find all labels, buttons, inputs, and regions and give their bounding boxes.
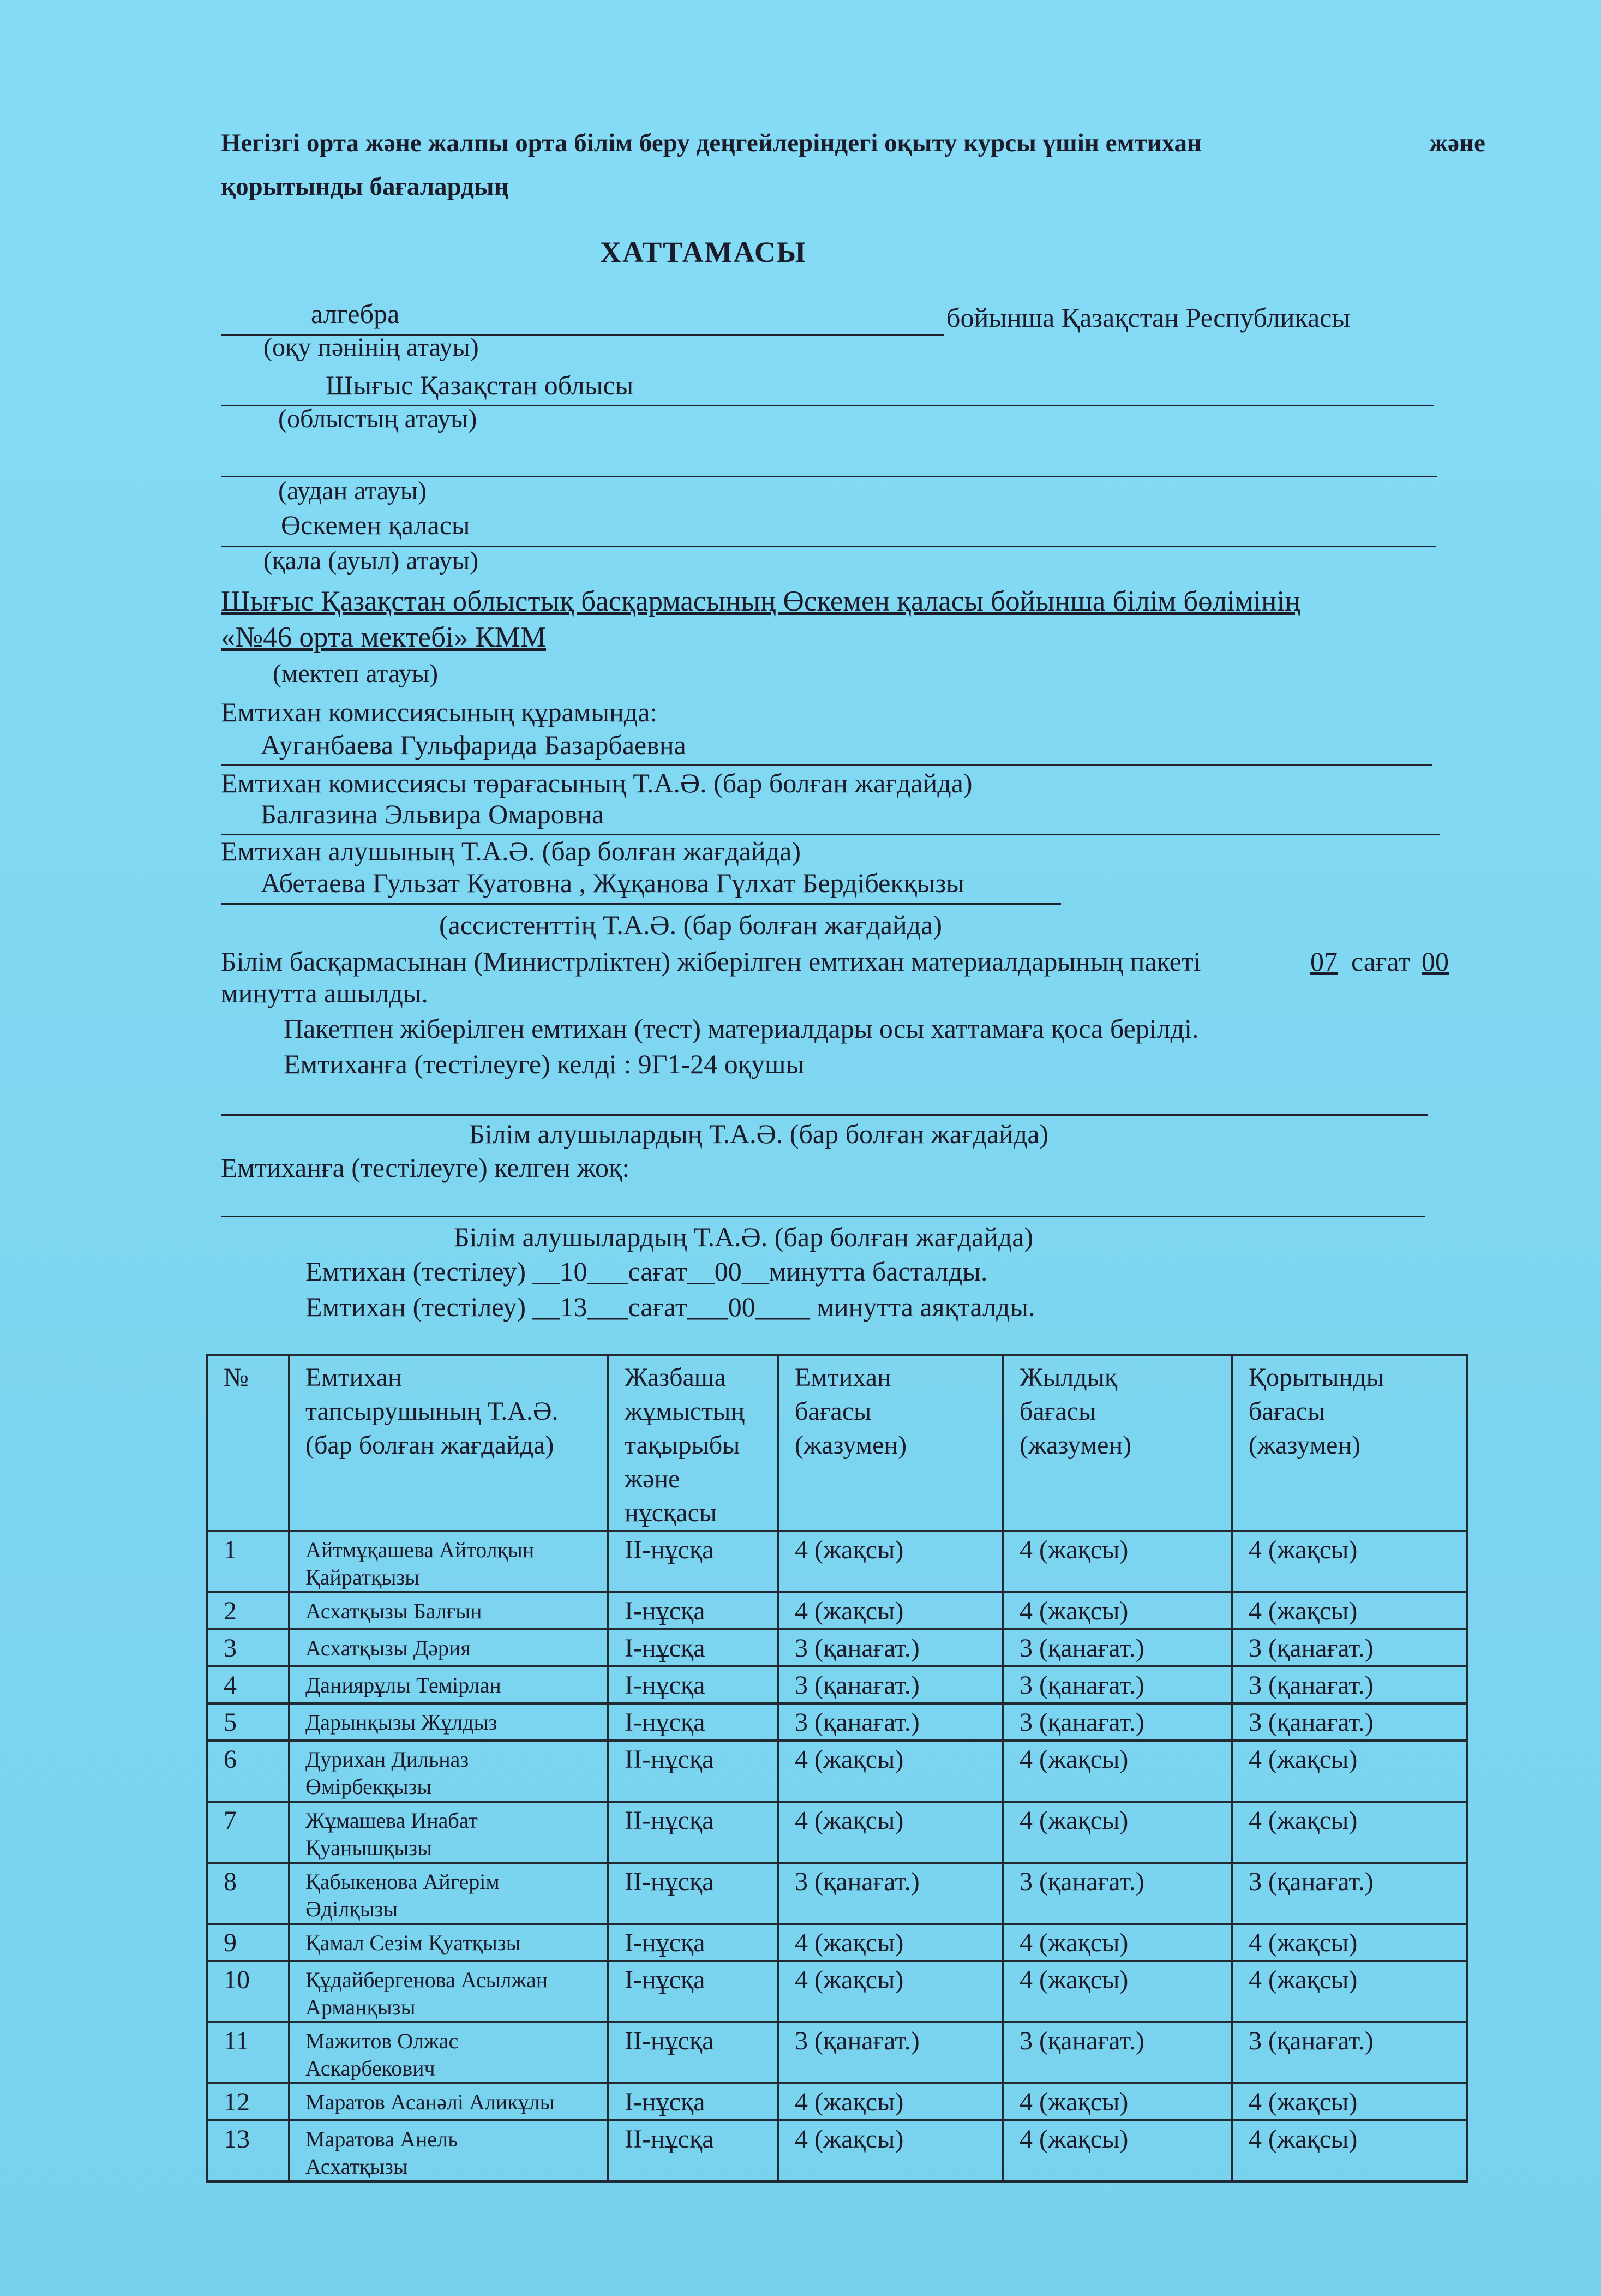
annual-grade-cell: 4 (жақсы)	[1003, 1961, 1232, 2022]
table-row	[207, 1741, 1467, 1802]
annual-grade-cell: 4 (жақсы)	[1003, 1531, 1232, 1592]
table-row	[207, 1703, 1467, 1741]
exam-grade-cell: 4 (жақсы)	[778, 1592, 1003, 1629]
row-number: 5	[207, 1703, 289, 1741]
variant-cell: І-нұсқа	[608, 1703, 778, 1741]
final-grade-cell: 4 (жақсы)	[1232, 1592, 1467, 1629]
row-number: 6	[207, 1741, 289, 1802]
student-name: Айтмұқашева Айтолқын Қайратқызы	[289, 1531, 608, 1592]
variant-cell: І-нұсқа	[608, 1961, 778, 2022]
table-row	[207, 2022, 1467, 2083]
annual-grade-cell: 3 (қанағат.)	[1003, 1703, 1232, 1741]
row-number: 10	[207, 1961, 289, 2022]
annual-grade-cell: 3 (қанағат.)	[1003, 1666, 1232, 1703]
chair-value: Ауганбаева Гульфарида Базарбаевна	[261, 730, 686, 760]
student-name: Мажитов Олжас Аскарбекович	[289, 2022, 608, 2083]
exam-grade-cell: 4 (жақсы)	[778, 2083, 1003, 2120]
document-title: ХАТТАМАСЫ	[600, 236, 807, 268]
table-row	[207, 2083, 1467, 2120]
header-line-2: қорытынды бағалардың	[221, 172, 509, 201]
variant-cell: ІІ-нұсқа	[608, 1531, 778, 1592]
student-name: Асхатқызы Дәрия	[289, 1629, 608, 1666]
final-grade-cell: 3 (қанағат.)	[1232, 1629, 1467, 1666]
arrived-text: Емтиханға (тестілеуге) келді : 9Г1-24 оқушы	[284, 1049, 805, 1079]
school-name-line-2: «№46 орта мектебі» КММ	[221, 621, 547, 653]
table-row	[207, 1592, 1467, 1629]
annual-grade-cell: 3 (қанағат.)	[1003, 1863, 1232, 1924]
final-grade-cell: 4 (жақсы)	[1232, 1531, 1467, 1592]
student-name: Даниярұлы Темірлан	[289, 1666, 608, 1703]
annual-grade-cell: 4 (жақсы)	[1003, 1592, 1232, 1629]
row-number: 11	[207, 2022, 289, 2083]
student-name: Жұмашева Инабат Қуанышқызы	[289, 1802, 608, 1863]
student-name: Дурихан Дильназ Өмірбекқызы	[289, 1741, 608, 1802]
exam-grade-cell: 4 (жақсы)	[778, 2120, 1003, 2181]
header-line-1: Негізгі орта және жалпы орта білім беру деңгейлеріндегі оқыту курсы үшін емтихан	[221, 129, 1202, 157]
variant-cell: І-нұсқа	[608, 1592, 778, 1629]
student-name: Қамал Сезім Қуатқызы	[289, 1924, 608, 1961]
exam-grade-cell: 3 (қанағат.)	[778, 2022, 1003, 2083]
final-grade-cell: 3 (қанағат.)	[1232, 2022, 1467, 2083]
variant-cell: І-нұсқа	[608, 1666, 778, 1703]
final-grade-cell: 3 (қанағат.)	[1232, 1863, 1467, 1924]
final-grade-cell: 4 (жақсы)	[1232, 1924, 1467, 1961]
table-row	[207, 1802, 1467, 1863]
annual-grade-cell: 4 (жақсы)	[1003, 1802, 1232, 1863]
final-grade-cell: 4 (жақсы)	[1232, 1802, 1467, 1863]
header-topic: Жазбаша жұмыстың тақырыбы және нұсқасы	[608, 1355, 778, 1531]
row-number: 12	[207, 2083, 289, 2120]
header-exam-grade: Емтихан бағасы (жазумен)	[778, 1355, 1003, 1531]
header-name: Емтихан тапсырушының Т.А.Ә. (бар болған жағдайда)	[289, 1355, 608, 1531]
header-final-grade: Қорытынды бағасы (жазумен)	[1232, 1355, 1467, 1531]
student-name: Маратова Анель Асхатқызы	[289, 2120, 608, 2181]
final-grade-cell: 4 (жақсы)	[1232, 1961, 1467, 2022]
exam-grade-cell: 4 (жақсы)	[778, 1924, 1003, 1961]
arrived-underline	[221, 1114, 1428, 1116]
exam-grade-cell: 4 (жақсы)	[778, 1961, 1003, 2022]
row-number: 4	[207, 1666, 289, 1703]
table-row	[207, 1924, 1467, 1961]
student-name: Қабыкенова Айгерім Әділқызы	[289, 1863, 608, 1924]
row-number: 13	[207, 2120, 289, 2181]
row-number: 3	[207, 1629, 289, 1666]
assistants-underline	[221, 903, 1061, 905]
students-caption-2: Білім алушылардың Т.А.Ә. (бар болған жағдайда)	[454, 1222, 1034, 1252]
subject-suffix: бойынша Қазақстан Республикасы	[946, 302, 1350, 333]
examiner-value: Балгазина Эльвира Омаровна	[261, 799, 604, 829]
annual-grade-cell: 4 (жақсы)	[1003, 1924, 1232, 1961]
final-grade-cell: 4 (жақсы)	[1232, 1741, 1467, 1802]
examiner-caption: Емтихан алушының Т.А.Ә. (бар болған жағдайда)	[221, 836, 801, 866]
row-number: 1	[207, 1531, 289, 1592]
students-caption-1: Білім алушылардың Т.А.Ә. (бар болған жағдайда)	[469, 1119, 1049, 1149]
school-caption: (мектеп атауы)	[273, 659, 439, 688]
table-row	[207, 1961, 1467, 2022]
chair-caption: Емтихан комиссиясы төрағасының Т.А.Ә. (бар болған жағдайда)	[221, 768, 973, 798]
results-table	[206, 1354, 1468, 2183]
region-caption: (облыстың атауы)	[278, 404, 477, 433]
variant-cell: ІІ-нұсқа	[608, 2022, 778, 2083]
package-word-hour: сағат	[1351, 946, 1411, 977]
annual-grade-cell: 3 (қанағат.)	[1003, 2022, 1232, 2083]
variant-cell: ІІ-нұсқа	[608, 1802, 778, 1863]
row-number: 2	[207, 1592, 289, 1629]
package-text-a: Білім басқармасынан (Министрліктен) жіберілген емтихан материалдарының пакеті	[221, 946, 1201, 977]
student-name: Асхатқызы Балғын	[289, 1592, 608, 1629]
final-grade-cell: 4 (жақсы)	[1232, 2083, 1467, 2120]
student-name: Құдайбергенова Асылжан Арманқызы	[289, 1961, 608, 2022]
exam-grade-cell: 3 (қанағат.)	[778, 1863, 1003, 1924]
exam-end-text: Емтихан (тестілеу) __13___сағат___00____ минутта аяқталды.	[305, 1291, 1035, 1322]
city-value: Өскемен қаласы	[281, 510, 470, 540]
table-row	[207, 1629, 1467, 1666]
absent-text: Емтиханға (тестілеуге) келген жоқ:	[221, 1152, 630, 1183]
table-row	[207, 2120, 1467, 2181]
package-hour: 07	[1310, 946, 1338, 977]
attached-text: Пакетпен жіберілген емтихан (тест) материалдары осы хаттамаға қоса берілді.	[284, 1013, 1199, 1044]
district-caption: (аудан атауы)	[278, 476, 427, 505]
student-name: Дарынқызы Жұлдыз	[289, 1703, 608, 1741]
annual-grade-cell: 4 (жақсы)	[1003, 1741, 1232, 1802]
final-grade-cell: 3 (қанағат.)	[1232, 1703, 1467, 1741]
annual-grade-cell: 3 (қанағат.)	[1003, 1629, 1232, 1666]
annual-grade-cell: 4 (жақсы)	[1003, 2083, 1232, 2120]
final-grade-cell: 3 (қанағат.)	[1232, 1666, 1467, 1703]
subject-caption: (оқу пәнінің атауы)	[263, 333, 479, 362]
exam-grade-cell: 3 (қанағат.)	[778, 1666, 1003, 1703]
variant-cell: ІІ-нұсқа	[608, 1741, 778, 1802]
package-text-b: минутта ашылды.	[221, 978, 428, 1008]
variant-cell: І-нұсқа	[608, 1924, 778, 1961]
region-value: Шығыс Қазақстан облысы	[326, 370, 634, 400]
assistants-caption: (ассистенттің Т.А.Ә. (бар болған жағдайда)	[439, 910, 942, 940]
absent-underline	[221, 1216, 1425, 1217]
school-name-line-1: Шығыс Қазақстан облыстық басқармасының Өскемен қаласы бойынша білім бөлімінің	[221, 585, 1300, 617]
student-name: Маратов Асанәлі Аликұлы	[289, 2083, 608, 2120]
exam-grade-cell: 4 (жақсы)	[778, 1802, 1003, 1863]
exam-start-text: Емтихан (тестілеу) __10___сағат__00__минутта басталды.	[305, 1256, 988, 1287]
row-number: 9	[207, 1924, 289, 1961]
row-number: 7	[207, 1802, 289, 1863]
final-grade-cell: 4 (жақсы)	[1232, 2120, 1467, 2181]
variant-cell: ІІ-нұсқа	[608, 2120, 778, 2181]
annual-grade-cell: 4 (жақсы)	[1003, 2120, 1232, 2181]
variant-cell: ІІ-нұсқа	[608, 1863, 778, 1924]
variant-cell: І-нұсқа	[608, 2083, 778, 2120]
package-minute: 00	[1422, 946, 1449, 977]
table-row	[207, 1531, 1467, 1592]
row-number: 8	[207, 1863, 289, 1924]
chair-underline	[221, 764, 1432, 766]
table-row	[207, 1863, 1467, 1924]
commission-label: Емтихан комиссиясының құрамында:	[221, 697, 658, 727]
exam-grade-cell: 3 (қанағат.)	[778, 1703, 1003, 1741]
table-header-row	[207, 1355, 1467, 1531]
exam-grade-cell: 4 (жақсы)	[778, 1531, 1003, 1592]
header-number: №	[207, 1355, 289, 1531]
city-caption: (қала (ауыл) атауы)	[263, 546, 479, 575]
table-row	[207, 1666, 1467, 1703]
exam-grade-cell: 3 (қанағат.)	[778, 1629, 1003, 1666]
variant-cell: І-нұсқа	[608, 1629, 778, 1666]
subject-value: алгебра	[311, 298, 400, 329]
exam-grade-cell: 4 (жақсы)	[778, 1741, 1003, 1802]
assistants-value: Абетаева Гульзат Куатовна , Жұқанова Гүлхат Бердібекқызы	[261, 868, 964, 898]
header-line-1-end: және	[1429, 129, 1485, 157]
header-annual-grade: Жылдық бағасы (жазумен)	[1003, 1355, 1232, 1531]
